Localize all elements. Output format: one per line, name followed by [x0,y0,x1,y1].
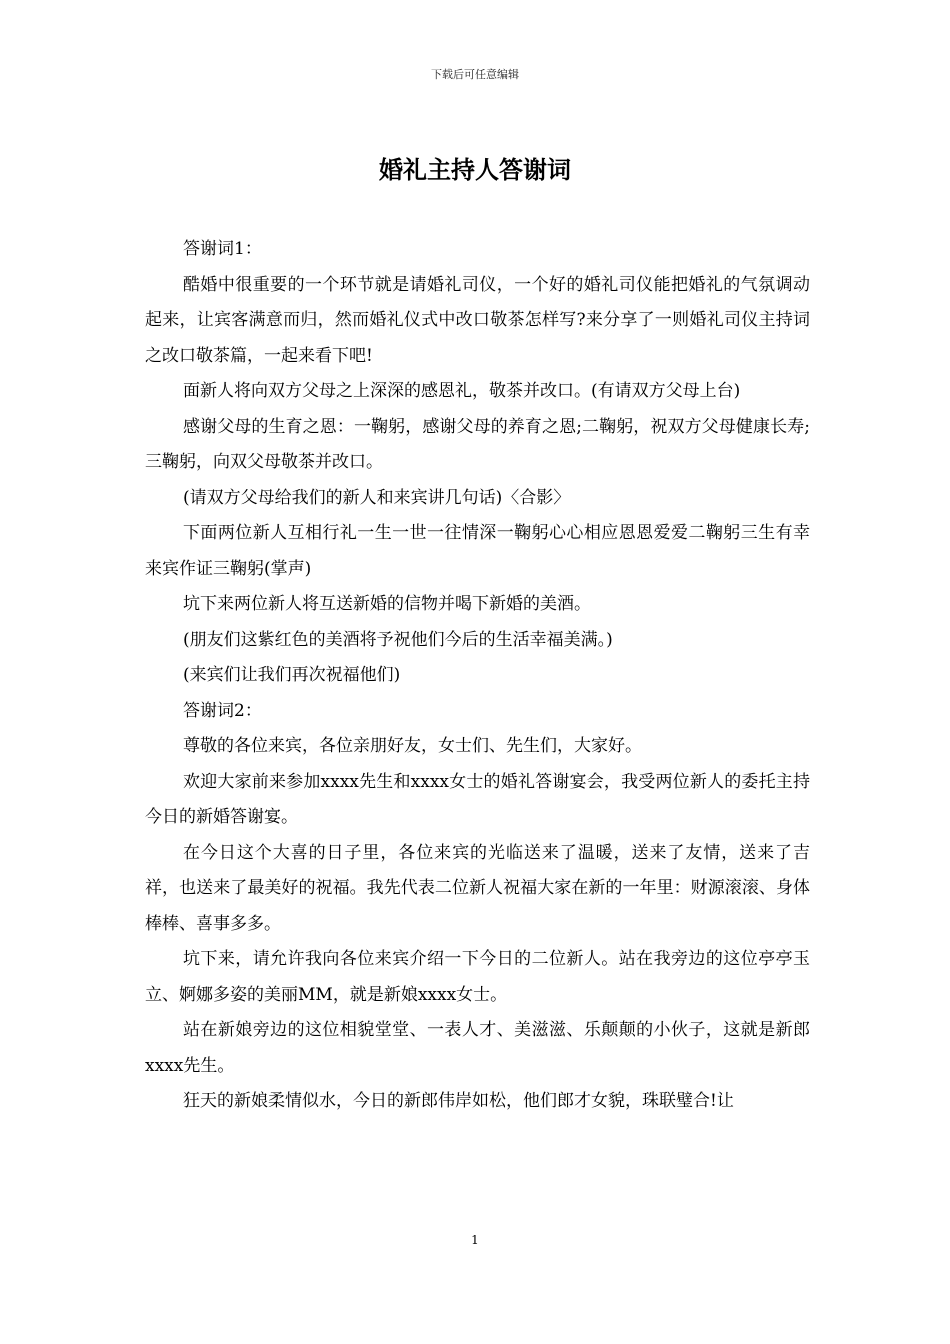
paragraph: 面新人将向双方父母之上深深的感恩礼，敬茶并改口。(有请双方父母上台) [183,381,741,401]
paragraph: 在今日这个大喜的日子里，各位来宾的光临送来了温暖，送来了友情，送来了吉祥，也送来了最美好的祝福。我先代表二位新人祝福大家在新的一年里：财源滚滚、身体棒棒、喜事多多。 [145,842,810,934]
paragraph: 坑下来，请允许我向各位来宾介绍一下今日的二位新人。站在我旁边的这位亭亭玉立、婀娜多姿的美丽MM，就是新娘xxxx女士。 [145,949,810,1005]
paragraph: 狂天的新娘柔情似水，今日的新郎伟岸如松，他们郎才女貌，珠联璧合!让 [183,1091,734,1111]
header-note: 下载后可任意编辑 [431,68,519,81]
paragraph: 站在新娘旁边的这位相貌堂堂、一表人才、美滋滋、乐颠颠的小伙子，这就是新郎xxxx先生。 [145,1020,810,1076]
paragraph: 感谢父母的生育之恩：一鞠躬，感谢父母的养育之恩;二鞠躬，祝双方父母健康长寿;三鞠躬，向双父母敬茶并改口。 [145,416,810,472]
document-title: 婚礼主持人答谢词 [379,155,571,184]
document-body [145,232,810,1120]
paragraph: 坑下来两位新人将互送新婚的信物并喝下新婚的美酒。 [183,594,591,614]
paragraph: (来宾们让我们再次祝福他们) [183,665,401,685]
paragraph-thanks-2-heading: 答谢词2： [183,700,262,721]
page-number: 1 [471,1233,479,1247]
paragraph: 尊敬的各位来宾，各位亲朋好友，女士们、先生们，大家好。 [183,736,642,756]
paragraph: 下面两位新人互相行礼一生一世一往情深一鞠躬心心相应恩恩爱爱二鞠躬三生有幸来宾作证三鞠躬(掌声) [145,523,810,579]
paragraph: 欢迎大家前来参加xxxx先生和xxxx女士的婚礼答谢宴会，我受两位新人的委托主持今日的新婚答谢宴。 [145,771,810,827]
paragraph: (请双方父母给我们的新人和来宾讲几句话)〈合影〉 [183,487,571,508]
paragraph-thanks-1-heading: 答谢词1： [183,239,262,259]
paragraph: (朋友们这紫红色的美酒将予祝他们今后的生活幸福美满。) [183,629,613,650]
paragraph: 酷婚中很重要的一个环节就是请婚礼司仪，一个好的婚礼司仪能把婚礼的气氛调动起来，让宾客满意而归，然而婚礼仪式中改口敬茶怎样写?来分享了一则婚礼司仪主持词之改口敬茶篇，一起来看下吧! [145,274,810,366]
